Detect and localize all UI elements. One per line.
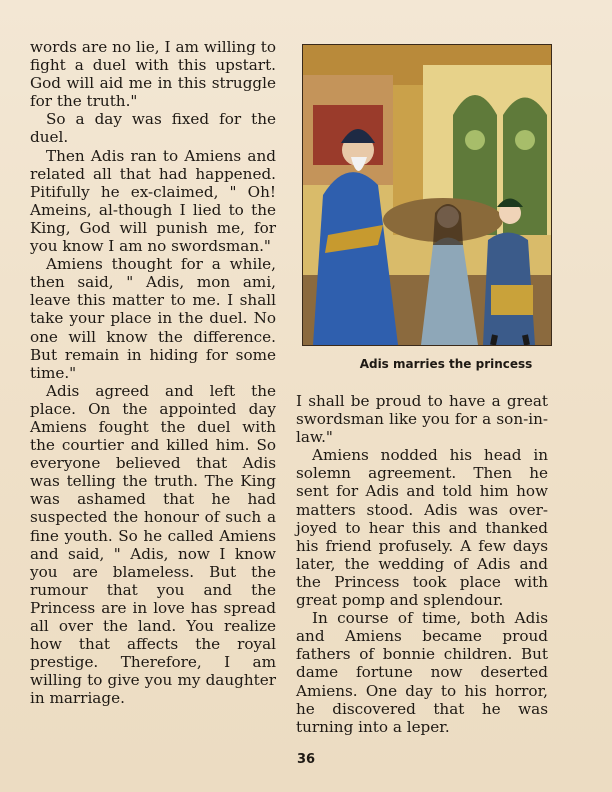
paragraph: I shall be proud to have a great swordsman like you for a son-in-law." bbox=[296, 392, 548, 447]
illustration-drawing bbox=[303, 45, 551, 345]
paragraph: Amiens thought for a while, then said, " Adis, mon ami, leave this matter to me. I shall take your place in the duel. No one will know the difference. But remain in hiding for some time." bbox=[30, 255, 276, 382]
paragraph: In course of time, both Adis and Amiens became proud fathers of bonnie children. But dame fortune now deserted Amiens. One day to his horror, he discovered that he was turning into a leper. bbox=[296, 609, 548, 736]
wedding-illustration bbox=[302, 44, 552, 346]
paragraph: words are no lie, I am willing to fight a duel with this upstart. God will aid me in this struggle for the truth." bbox=[30, 38, 276, 111]
right-text-column bbox=[296, 392, 548, 736]
paragraph: So a day was fixed for the duel. bbox=[30, 110, 276, 147]
page-number: 36 bbox=[296, 752, 316, 767]
paragraph: Adis agreed and left the place. On the appointed day Amiens fought the duel with the courtier and killed him. So everyone believed that Adis was telling the truth. The King was ashamed that he had suspected the honour of such a fine youth. So he called Amiens and said, " Adis, now I know you are blameless. But the rumour that you and the Princess are in love has spread all over the land. You realize how that affects the royal prestige. Therefore, I am willing to give you my daughter in marriage. bbox=[30, 381, 276, 708]
paragraph: Then Adis ran to Amiens and related all that had happened. Pitifully he ex-claimed, " Oh! Ameins, al-though I lied to the King, God will punish me, for you know I am no swordsman." bbox=[30, 146, 276, 256]
left-text-column bbox=[30, 38, 276, 707]
illustration-caption: Adis marries the princess bbox=[359, 357, 533, 371]
paragraph: Amiens nodded his head in solemn agreement. Then he sent for Adis and told him how matters stood. Adis was over-joyed to hear this and thanked his friend profusely. A few days later, the wedding of Adis and the Princess took place with great pomp and splendour. bbox=[296, 446, 548, 610]
